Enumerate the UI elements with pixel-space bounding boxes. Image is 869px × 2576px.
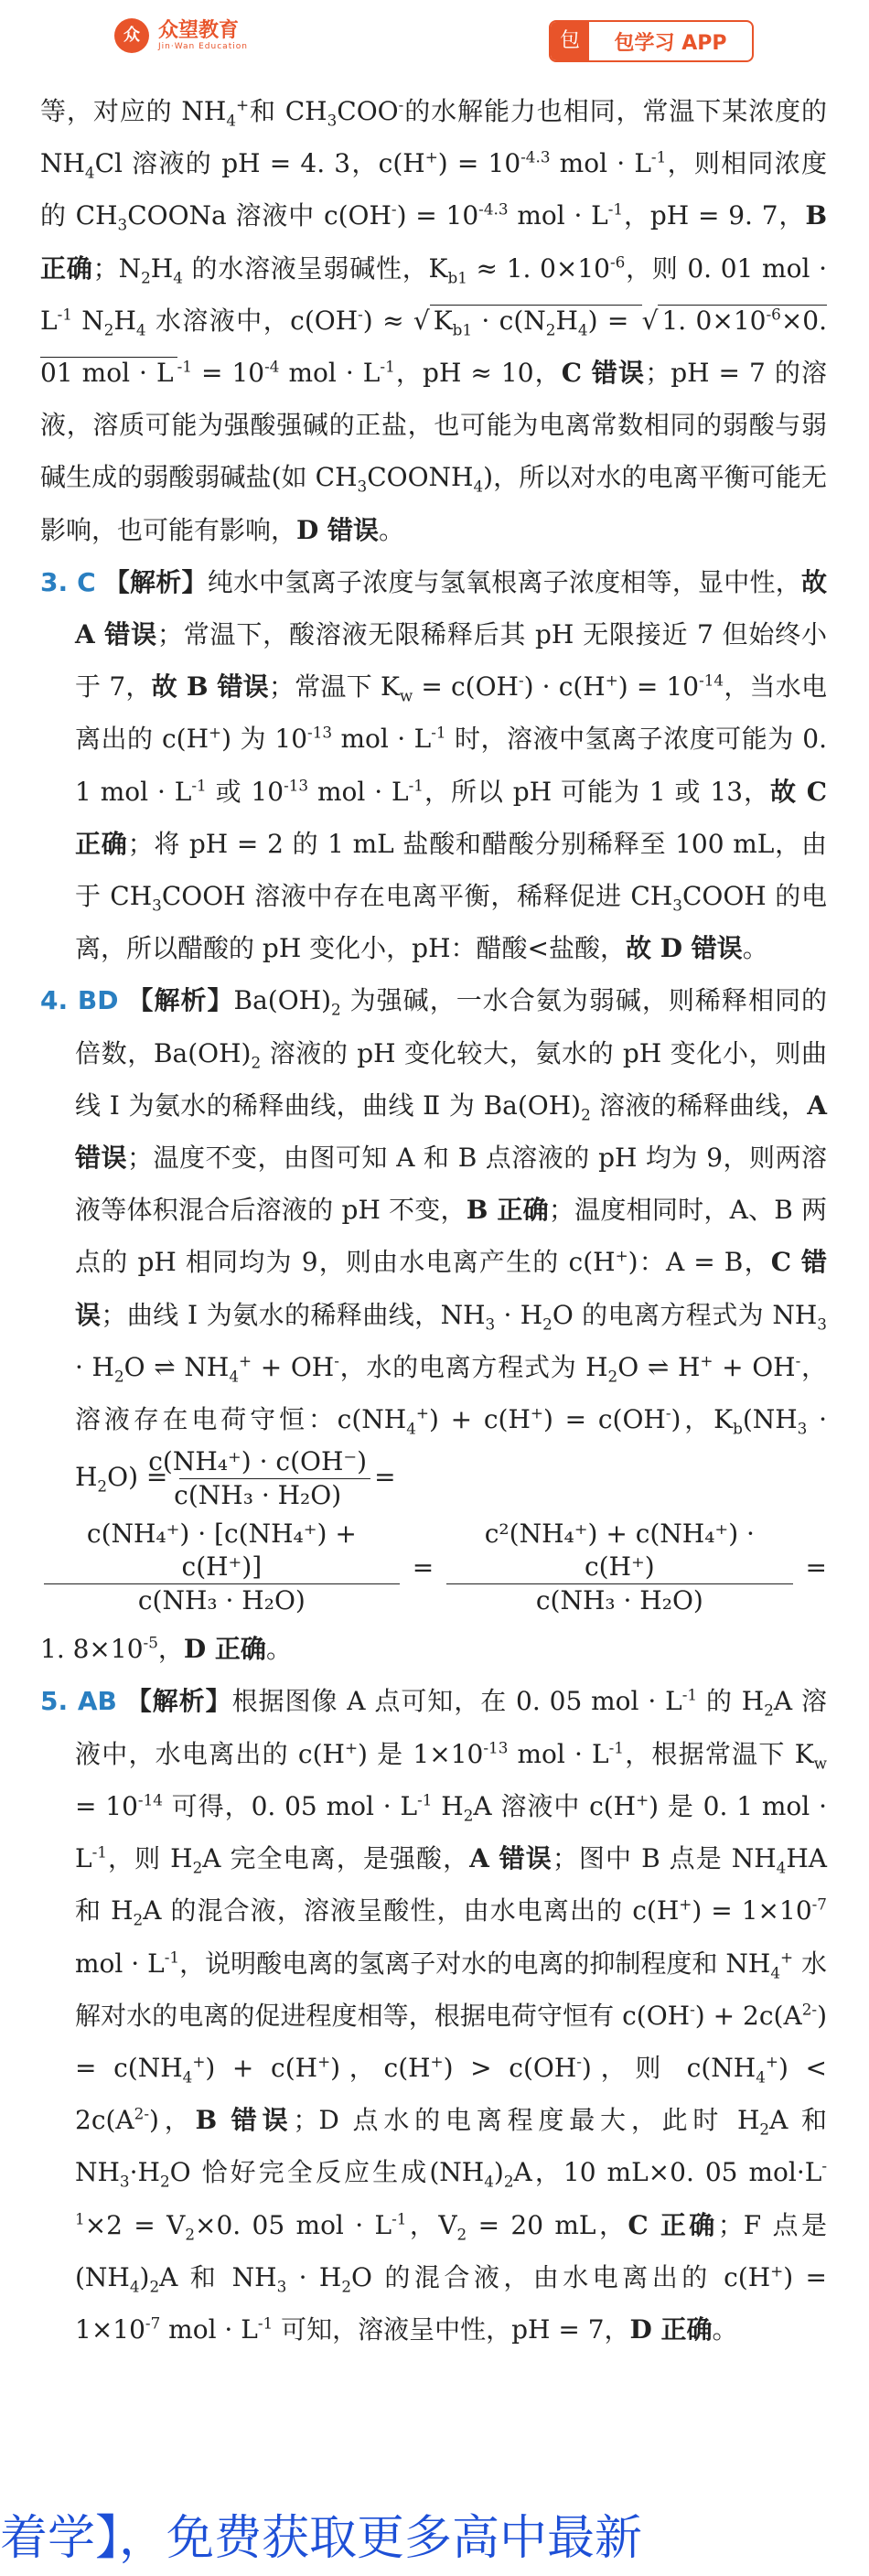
answer-item-5: 5. AB 【解析】根据图像 A 点可知，在 0. 05 mol · $L^{-1}$ 的 $H_2A$ 溶液中，水电离出的 c(H+) 是 $1\times 10^{-13}$ mol · $L^{-1}$，根据常温下 $K_w = 10^{-14}$ 可得，0. 05 mol · $L^{-1}$ $H_2A$ 溶液中 c(H+) 是 0. 1 mol · $L^{-1}$，则 $H_2A$ 完全电离，是强酸，A 错误；图中 B 点是 $NH_4HA$ 和 $H_2A$ 的混合液，溶液呈酸性，由水电离出的 $c(H^+) = 1\times 10^{-7}$ mol · $L^{-1}$，说明酸电离的氢离子对水的电离的抑制程度和 $NH_4^+$ 水解对水的电离的促进程度相等，根据电荷守恒有 $c(OH^-) + 2c(A^{2-}) = c(NH_4^+) + c(H^+)$，c(H+) > c(OH-)，则 $c(NH_4^+) < 2c(A^{2-})$，B 错误；D 点水的电离程度最大，此时 $H_2A$ 和 $NH_3\cdot H_2O$ 恰好完全反应生成$(NH_4)_2A$，10 mL×0. 05 $mol\cdot L^{-1}\times 2 = V_2\times 0$. 05 mol · $L^{-1}$，$V_2 = 20$ mL，C 正确；F 点是$(NH_4)_2A$ 和 $NH_3 \cdot H_2O$ 的混合液，由水电离出的 $c(H^+) = 1\times 10^{-7}$ mol · $L^{-1}$ 可知，溶液呈中性，pH = 7，D 正确。 — [40, 1686, 828, 2345]
answer-number: 5. AB — [40, 1686, 117, 1717]
logo-icon: 众 — [114, 18, 149, 53]
header — [0, 0, 869, 87]
kb-result: 1. $8\times 10^{-5}$，D 正确。 — [40, 1633, 292, 1665]
app-download-badge[interactable] — [549, 20, 754, 62]
kb-derivation: $\frac{\text{c(NH₄⁺) · [c(NH₄⁺) + c(H⁺)]}}{\text{c(NH₃ · H₂O)}}$ = $\frac{\text{c²(NH₄⁺) + c(NH₄⁺) · c(H⁺)}}{\text{c(NH₃ · H₂O)}}$ = — [40, 1518, 827, 1617]
kb-fraction: $\frac{\text{c(NH₄⁺) · c(OH⁻)}}{\text{c(NH₃ · H₂O)}}$ — [179, 1445, 370, 1512]
solution-content — [40, 85, 827, 2356]
answer-number: 4. BD — [40, 985, 119, 1016]
app-icon: 包 — [551, 22, 589, 60]
footer-banner: 着学】，免费获取更多高中最新 — [0, 2511, 643, 2566]
kb-fraction-2: $\frac{\text{c(NH₄⁺) · [c(NH₄⁺) + c(H⁺)]}}{\text{c(NH₃ · H₂O)}}$ — [44, 1518, 400, 1617]
answer-number: 3. C — [40, 566, 96, 597]
logo-subtitle: Jin·Wan Education — [158, 42, 248, 51]
kb-fraction-3: $\frac{\text{c²(NH₄⁺) + c(NH₄⁺) · c(H⁺)}}{\text{c(NH₃ · H₂O)}}$ — [446, 1518, 792, 1617]
brand-logo — [114, 18, 248, 53]
answer-item-3: 3. C 【解析】纯水中氢离子浓度与氢氧根离子浓度相等，显中性，故 A 错误；常温下，酸溶液无限稀释后其 pH 无限接近 7 但始终小于 7，故 B 错误；常温下 $K_w = c(OH^-) \cdot c(H^+) = 10^{-14}$，当水电离出的 c(H+) 为 $10^{-13}$ mol · $L^{-1}$ 时，溶液中氢离子浓度可能为 0. 1 mol · $L^{-1}$ 或 $10^{-13}$ mol · $L^{-1}$，所以 pH 可能为 1 或 13，故 C 正确；将 pH = 2 的 1 mL 盐酸和醋酸分别稀释至 100 mL，由于 $CH_3COOH$ 溶液中存在电离平衡，稀释促进 $CH_3COOH$ 的电离，所以醋酸的 pH 变化小，pH：醋酸<盐酸，故 D 错误。 — [40, 566, 828, 964]
continuation-paragraph: 等，对应的 $NH_4^+$和 $CH_3COO^-$的水解能力也相同，常温下某浓度的 $NH_4Cl$ 溶液的 pH = 4. 3，$c(H^+) = 10^{-4.3}$ mol · $L^{-1}$，则相同浓度的 $CH_3COONa$ 溶液中 $c(OH^-) = 10^{-4.3}$ mol · $L^{-1}$，pH = 9. 7，B 正确；$N_2H_4$ 的水溶液呈弱碱性，$K_{b1} \approx 1$. $0\times 10^{-6}$，则 0. 01 mol · $L^{-1}$ $N_2H_4$ 水溶液中，c(OH-) ≈ √ $K_{b1} \cdot c(N_2H_4)$ = √ 1. $0\times 10^{-6}\times 0$. 01 mol · L $^{-1} = 10^{-4}$ mol · $L^{-1}$，pH ≈ 10，C 错误；pH = 7 的溶液，溶质可能为强酸强碱的正盐，也可能为电离常数相同的弱酸与弱碱生成的弱酸弱碱盐(如 $CH_3COONH_4$)，所以对水的电离平衡可能无影响，也可能有影响，D 错误。 — [40, 95, 828, 545]
logo-text: 众望教育 — [158, 19, 240, 42]
answer-item-4: 4. BD 【解析】$Ba(OH)_2$ 为强碱，一水合氨为弱碱，则稀释相同的倍数，$Ba(OH)_2$ 溶液的 pH 变化较大，氨水的 pH 变化小，则曲线 Ⅰ 为氨水的稀释曲线，曲线 Ⅱ 为 $Ba(OH)_2$ 溶液的稀释曲线，A 错误；温度不变，由图可知 A 和 B 点溶液的 pH 均为 9，则两溶液等体积混合后溶液的 pH 不变，B 正确；温度相同时，A、B 两点的 pH 相同均为 9，则由水电离产生的 c(H+)：A = B，C 错误；曲线 Ⅰ 为氨水的稀释曲线，$NH_3 \cdot H_2O$ 的电离方程式为 $NH_3 \cdot H_2O$ ⇌ $NH_4^+ + OH^-$，水的电离方程式为 $H_2O$ ⇌ H+ + OH-，溶液存在电荷守恒：$c(NH_4^+) + c(H^+) = c(OH^-)$，$K_b(NH_3 \cdot H_2O)$ = $\frac{\text{c(NH₄⁺) · c(OH⁻)}}{\text{c(NH₃ · H₂O)}}$ = — [40, 985, 828, 1511]
app-badge-label: 包学习 APP — [614, 31, 727, 55]
